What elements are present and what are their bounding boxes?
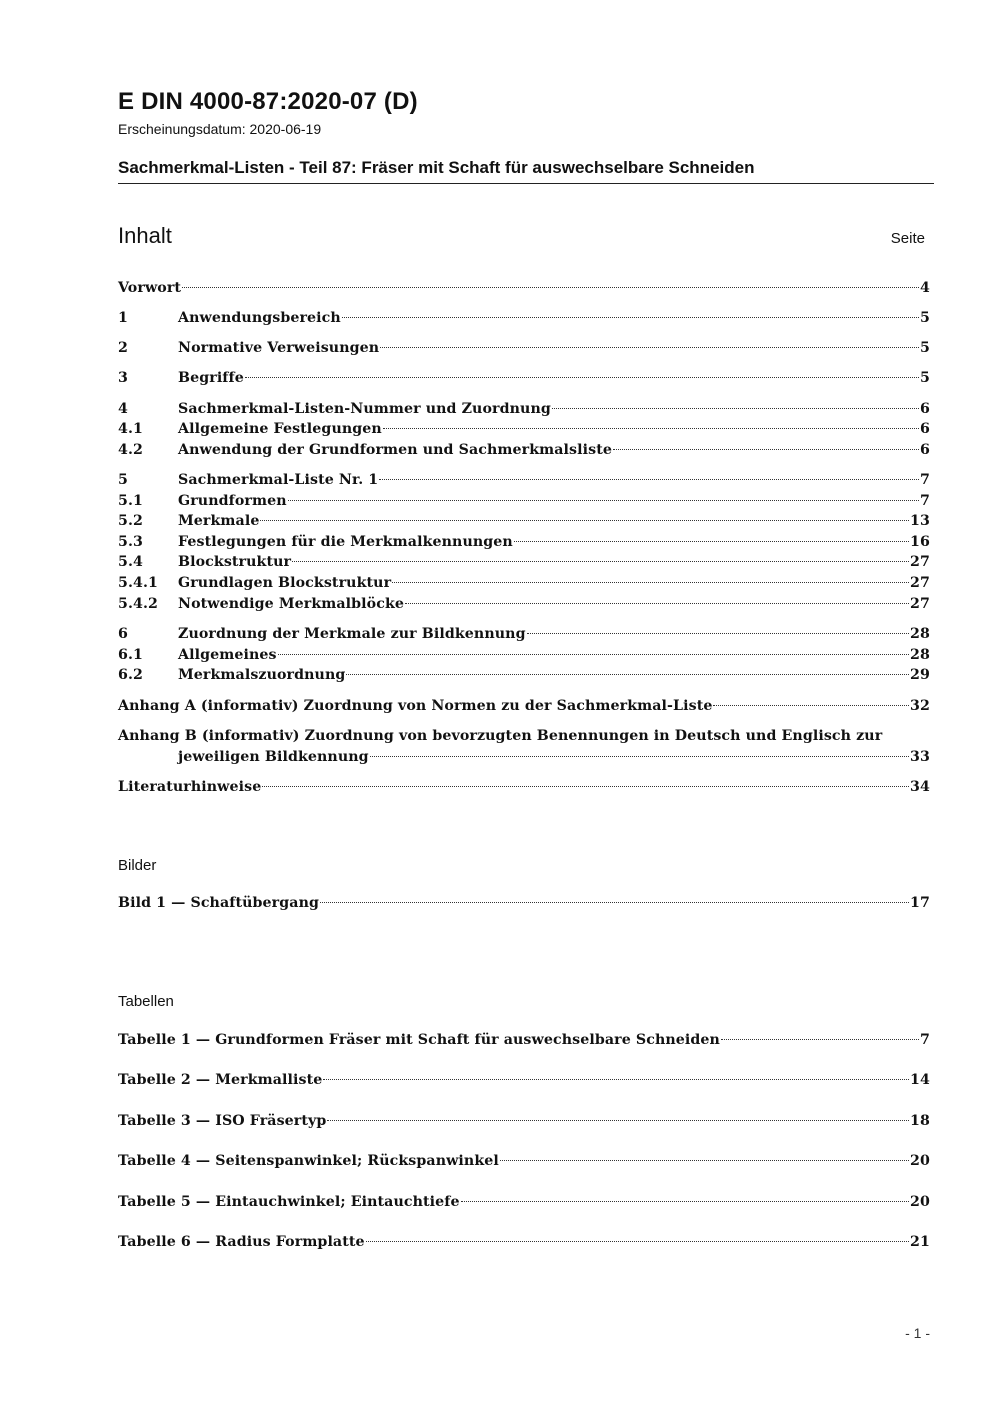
- toc-entry-5[interactable]: [118, 472, 930, 492]
- toc-entry-annex-a[interactable]: [118, 698, 930, 718]
- toc-leader: [392, 582, 909, 583]
- toc-leader: [327, 1120, 909, 1121]
- toc-entry-number: 6.2: [118, 667, 143, 683]
- toc-entry-title: Anhang B (informativ) Zuordnung von bevorzugten Benennungen in Deutsch und Englisch zur: [118, 728, 883, 744]
- table-entry-title: Tabelle 6 — Radius Formplatte: [118, 1234, 365, 1250]
- toc-entry-1[interactable]: [118, 310, 930, 330]
- table-entry-page: 21: [910, 1234, 930, 1250]
- tables-heading: Tabellen: [118, 993, 174, 1010]
- toc-leader: [262, 786, 909, 787]
- toc-entry-page: 28: [910, 647, 930, 663]
- toc-leader: [721, 1039, 919, 1040]
- toc-leader: [366, 1241, 909, 1242]
- toc-entry-page: 5: [920, 310, 930, 326]
- toc-entry-title: Sachmerkmal-Liste Nr. 1: [178, 472, 379, 488]
- toc-entry-page: 29: [910, 667, 930, 683]
- toc-entry-title: Merkmale: [178, 513, 260, 529]
- toc-entry-annex-b-continuation[interactable]: [178, 749, 930, 769]
- toc-entry-title: Notwendige Merkmalblöcke: [178, 596, 405, 612]
- toc-leader: [370, 756, 909, 757]
- toc-leader: [245, 377, 919, 378]
- table-entry-title: Tabelle 4 — Seitenspanwinkel; Rückspanwinkel: [118, 1153, 499, 1169]
- toc-entry-5-2[interactable]: [118, 513, 930, 533]
- table-entry-title: Tabelle 3 — ISO Fräsertyp: [118, 1113, 327, 1129]
- figures-heading: Bilder: [118, 857, 157, 874]
- toc-entry-page: 7: [920, 472, 930, 488]
- toc-leader: [527, 633, 909, 634]
- toc-entry-page: 6: [920, 421, 930, 437]
- toc-leader: [182, 287, 919, 288]
- toc-entry-5-1[interactable]: [118, 493, 930, 513]
- toc-leader: [461, 1201, 909, 1202]
- table-entry-title: Tabelle 5 — Eintauchwinkel; Eintauchtiefe: [118, 1194, 460, 1210]
- publication-date: Erscheinungsdatum: 2020-06-19: [118, 121, 322, 137]
- table-entry[interactable]: [118, 1072, 930, 1092]
- toc-entry-number: 5: [118, 472, 128, 488]
- toc-entry-title: Allgemeine Festlegungen: [178, 421, 382, 437]
- toc-entry-title: Vorwort: [118, 280, 182, 296]
- toc-entry-title: Grundformen: [178, 493, 287, 509]
- toc-entry-number: 5.4.2: [118, 596, 158, 612]
- table-entry[interactable]: [118, 1194, 930, 1214]
- toc-entry-page: 4: [920, 280, 930, 296]
- toc-entry-number: 5.4: [118, 554, 143, 570]
- figure-entry[interactable]: [118, 895, 930, 915]
- toc-leader: [514, 541, 909, 542]
- toc-entry-title: Begriffe: [178, 370, 244, 386]
- toc-leader: [552, 408, 919, 409]
- toc-entry-number: 5.4.1: [118, 575, 158, 591]
- toc-entry-title: Blockstruktur: [178, 554, 292, 570]
- toc-entry-title: Zuordnung der Merkmale zur Bildkennung: [178, 626, 526, 642]
- toc-leader: [323, 1079, 909, 1080]
- toc-heading: Inhalt: [118, 223, 172, 248]
- toc-entry-title: Anwendungsbereich: [178, 310, 341, 326]
- toc-entry-page: 27: [910, 575, 930, 591]
- toc-leader: [346, 674, 909, 675]
- toc-entry-page: 34: [910, 779, 930, 795]
- document-page: [118, 0, 934, 1403]
- toc-entry-4[interactable]: [118, 401, 930, 421]
- toc-entry-title: Merkmalszuordnung: [178, 667, 346, 683]
- toc-entry-page: 28: [910, 626, 930, 642]
- toc-entry-title: Allgemeines: [178, 647, 277, 663]
- toc-entry-6[interactable]: [118, 626, 930, 646]
- toc-leader: [288, 500, 919, 501]
- table-entry-page: 20: [910, 1153, 930, 1169]
- toc-leader: [342, 317, 919, 318]
- toc-entry-5-4[interactable]: [118, 554, 930, 574]
- toc-entry-page: 6: [920, 442, 930, 458]
- toc-entry-title: Sachmerkmal-Listen-Nummer und Zuordnung: [178, 401, 551, 417]
- toc-entry-title: Anhang A (informativ) Zuordnung von Normen zu der Sachmerkmal-Liste: [118, 698, 713, 714]
- toc-entry-page: 27: [910, 596, 930, 612]
- toc-entry-literatur[interactable]: [118, 779, 930, 799]
- table-entry-page: 7: [920, 1032, 930, 1048]
- toc-entry-title: Normative Verweisungen: [178, 340, 380, 356]
- toc-page-column-label: Seite: [890, 230, 925, 247]
- table-entry[interactable]: [118, 1153, 930, 1173]
- toc-entry-number: 4.2: [118, 442, 143, 458]
- toc-entry-number: 6: [118, 626, 128, 642]
- table-entry-page: 18: [910, 1113, 930, 1129]
- document-subtitle: Sachmerkmal-Listen - Teil 87: Fräser mit Schaft für auswechselbare Schneiden: [118, 158, 755, 177]
- toc-entry-number: 1: [118, 310, 128, 326]
- page-number: - 1 -: [905, 1325, 930, 1341]
- toc-leader: [260, 520, 909, 521]
- toc-entry-page: 16: [910, 534, 930, 550]
- toc-entry-title: Festlegungen für die Merkmalkennungen: [178, 534, 513, 550]
- toc-leader: [320, 902, 909, 903]
- toc-entry-page: 13: [910, 513, 930, 529]
- title-divider: [118, 183, 934, 184]
- toc-entry-page: 5: [920, 340, 930, 356]
- toc-leader: [379, 479, 919, 480]
- toc-entry-6-1[interactable]: [118, 647, 930, 667]
- toc-entry-number: 4.1: [118, 421, 143, 437]
- toc-entry-page: 7: [920, 493, 930, 509]
- toc-leader: [278, 654, 909, 655]
- toc-leader: [405, 603, 909, 604]
- toc-entry-4-2[interactable]: [118, 442, 930, 462]
- toc-entry-title: Grundlagen Blockstruktur: [178, 575, 392, 591]
- toc-leader: [292, 561, 909, 562]
- toc-entry-2[interactable]: [118, 340, 930, 360]
- table-entry-page: 14: [910, 1072, 930, 1088]
- table-entry[interactable]: [118, 1234, 930, 1254]
- toc-entry-page: 5: [920, 370, 930, 386]
- toc-leader: [613, 449, 919, 450]
- toc-entry-number: 2: [118, 340, 128, 356]
- toc-entry-vorwort[interactable]: [118, 280, 930, 300]
- toc-leader: [500, 1160, 909, 1161]
- toc-entry-3[interactable]: [118, 370, 930, 390]
- toc-leader: [383, 428, 919, 429]
- toc-entry-title: Anwendung der Grundformen und Sachmerkmalsliste: [178, 442, 612, 458]
- toc-entry-title: jeweiligen Bildkennung: [178, 749, 369, 765]
- table-entry-page: 20: [910, 1194, 930, 1210]
- toc-entry-page: 6: [920, 401, 930, 417]
- toc-leader: [380, 347, 919, 348]
- toc-entry-number: 5.1: [118, 493, 143, 509]
- document-title: E DIN 4000-87:2020-07 (D): [118, 88, 418, 115]
- toc-entry-4-1[interactable]: [118, 421, 930, 441]
- toc-leader: [713, 705, 909, 706]
- toc-entry-5-4-1[interactable]: [118, 575, 930, 595]
- table-entry-title: Tabelle 2 — Merkmalliste: [118, 1072, 323, 1088]
- toc-entry-6-2[interactable]: [118, 667, 930, 687]
- toc-entry-annex-b[interactable]: [118, 728, 930, 748]
- toc-entry-page: 32: [910, 698, 930, 714]
- figure-entry-title: Bild 1 — Schaftübergang: [118, 895, 320, 911]
- toc-entry-number: 3: [118, 370, 128, 386]
- table-entry[interactable]: [118, 1032, 930, 1052]
- toc-entry-title: Literaturhinweise: [118, 779, 262, 795]
- toc-entry-5-4-2[interactable]: [118, 596, 930, 616]
- toc-entry-number: 4: [118, 401, 128, 417]
- figure-entry-page: 17: [910, 895, 930, 911]
- table-entry[interactable]: [118, 1113, 930, 1133]
- toc-entry-5-3[interactable]: [118, 534, 930, 554]
- toc-entry-number: 6.1: [118, 647, 143, 663]
- table-entry-title: Tabelle 1 — Grundformen Fräser mit Schaft für auswechselbare Schneiden: [118, 1032, 720, 1048]
- toc-entry-number: 5.2: [118, 513, 143, 529]
- toc-entry-page: 33: [910, 749, 930, 765]
- toc-entry-number: 5.3: [118, 534, 143, 550]
- toc-entry-page: 27: [910, 554, 930, 570]
